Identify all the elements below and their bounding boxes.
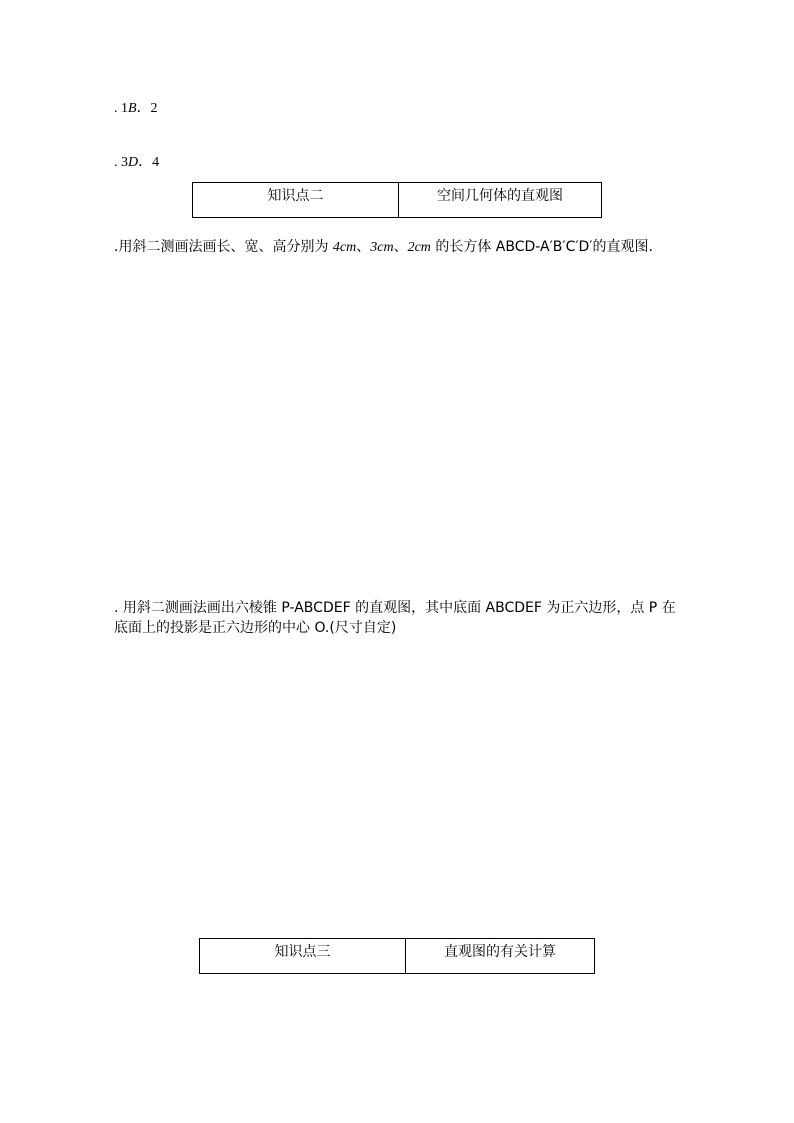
choice-d-letter: D xyxy=(128,155,139,170)
problem-1-sep2: 、 xyxy=(393,239,408,255)
choice-row-1 xyxy=(114,97,158,117)
problem-1-length: 4cm xyxy=(332,240,357,255)
choice-b-value: ．2 xyxy=(136,101,158,116)
problem-2-text: . 用斜二测画法画出六棱锥 P-ABCDEF 的直观图，其中底面 ABCDEF 为正六边形，点 P 在底面上的投影是正六边形的中心 O.(尺寸自定) xyxy=(114,600,676,636)
section-2-header-table xyxy=(192,182,602,218)
section-2-label: 知识点二 xyxy=(193,183,399,218)
section-3-title: 直观图的有关计算 xyxy=(406,939,595,974)
problem-1-tail: 的长方体 ABCD-A′B′C′D′的直观图. xyxy=(430,239,653,255)
choice-d-value: ．4 xyxy=(138,155,160,170)
problem-1-sep1: 、 xyxy=(356,239,371,255)
section-3-header-table xyxy=(199,938,595,974)
choice-b-letter: B xyxy=(128,101,137,116)
section-3-label: 知识点三 xyxy=(200,939,406,974)
problem-1-lead: .用斜二测画法画长、宽、高分别为 xyxy=(114,239,333,255)
choice-c-prefix: . 3 xyxy=(114,155,128,170)
choice-row-2 xyxy=(114,151,159,171)
choice-a-prefix: . 1 xyxy=(114,101,128,116)
problem-1-width: 3cm xyxy=(370,240,394,255)
problem-1-text xyxy=(114,237,684,258)
section-2-title: 空间几何体的直观图 xyxy=(399,183,602,218)
problem-1-height: 2cm xyxy=(407,240,431,255)
